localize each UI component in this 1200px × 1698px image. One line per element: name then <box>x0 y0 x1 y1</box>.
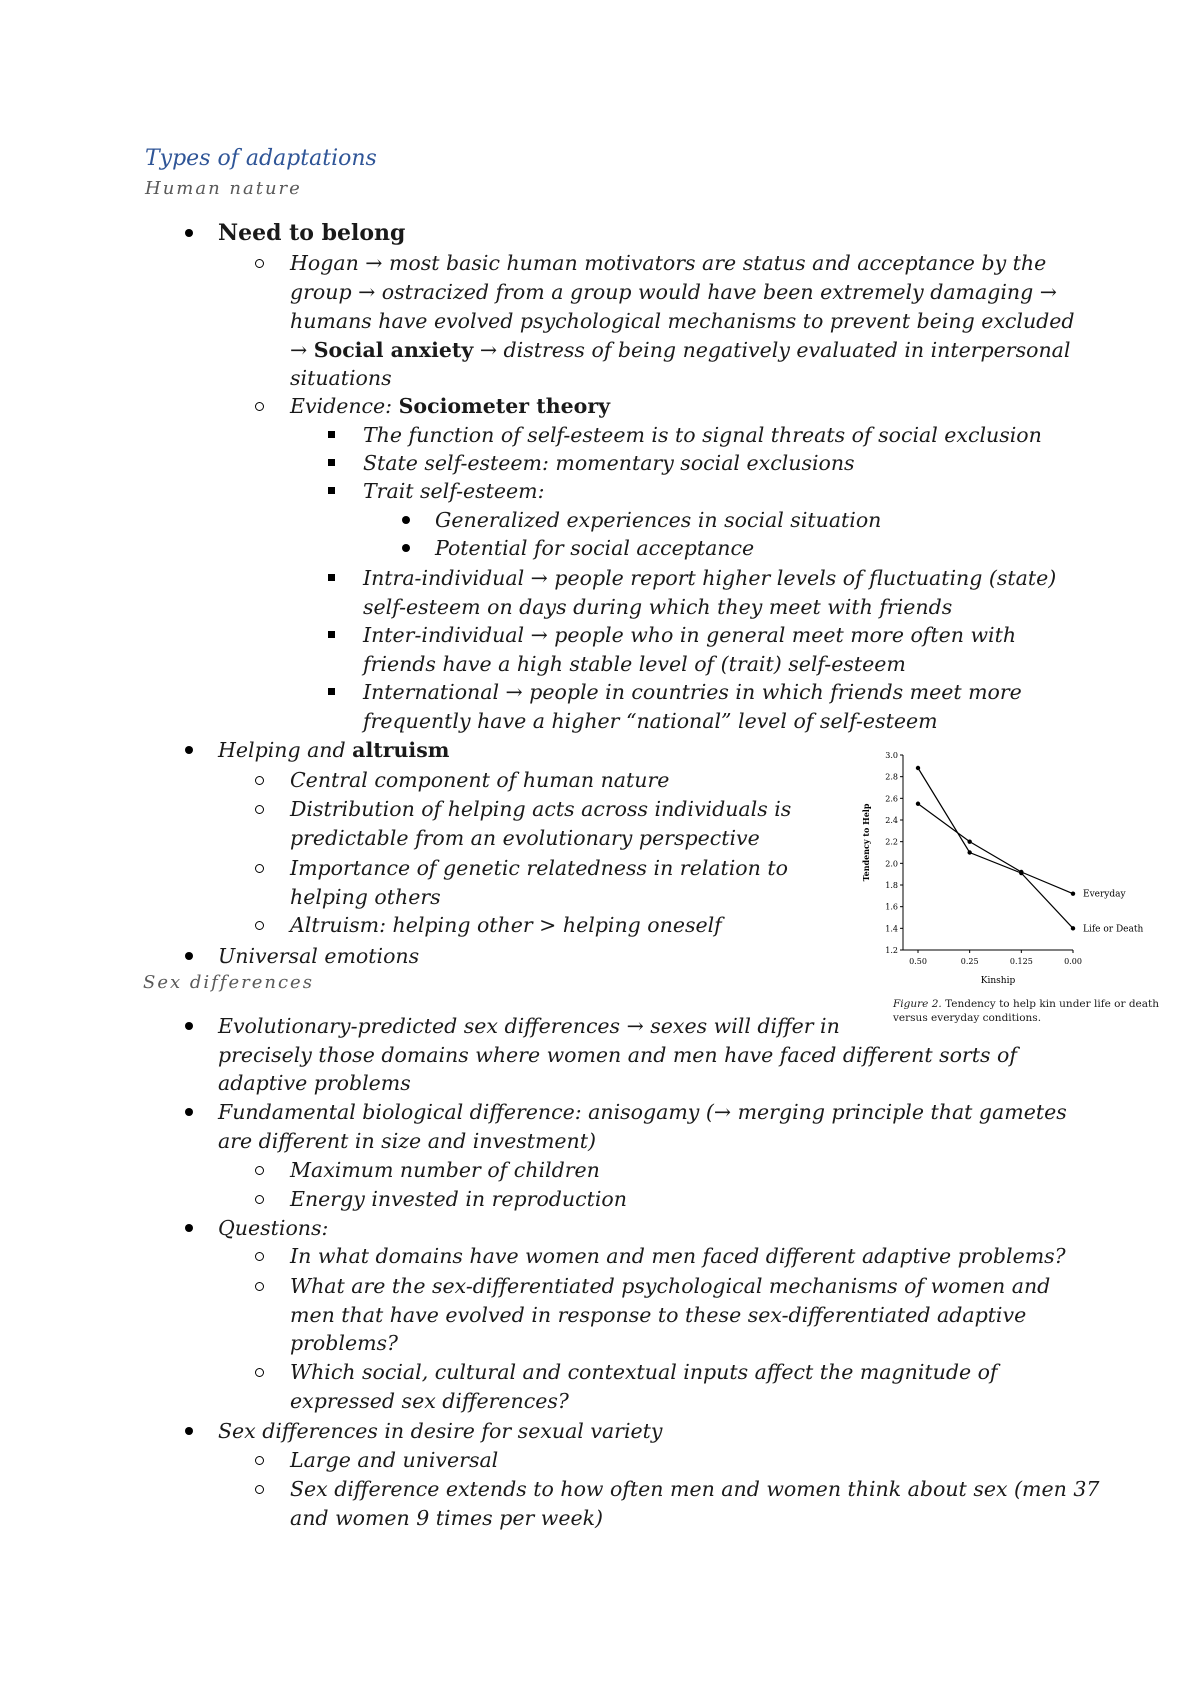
y-tick-label: 3.0 <box>885 751 898 760</box>
evidence-line <box>290 392 610 420</box>
x-axis-label: Kinship <box>980 976 1016 986</box>
bullet-circle <box>255 1195 264 1204</box>
helping-item-3a: Importance of genetic relatedness in relation to <box>290 856 788 880</box>
arrow: → <box>479 338 498 362</box>
kinship-chart <box>855 745 1175 1025</box>
hogan-line-3: humans have evolved psychological mechanisms to prevent being excluded <box>290 309 1075 333</box>
bullet-circle <box>255 259 264 268</box>
y-tick-label: 2.8 <box>885 772 898 782</box>
fundamental-sub-2: Energy invested in reproduction <box>290 1187 627 1211</box>
bullet-dot <box>402 544 410 552</box>
hogan-line-1: Hogan → most basic human motivators are status and acceptance by the <box>290 251 1047 275</box>
y-tick-label: 2.0 <box>885 859 898 869</box>
bullet-circle <box>255 1166 264 1175</box>
sociometer-item-1: The function of self-esteem is to signal threats of social exclusion <box>363 423 1042 447</box>
bullet-dot <box>185 746 193 754</box>
bullet-square <box>328 431 335 438</box>
bullet-dot <box>402 516 410 524</box>
sociometer-item-3: Trait self-esteem: <box>363 479 545 503</box>
trait-item-2: Potential for social acceptance <box>435 536 755 560</box>
evo-line-3: adaptive problems <box>218 1071 411 1095</box>
levels-line-1: Intra-individual → people report higher levels of fluctuating (state) <box>363 566 1057 590</box>
evidence-label: Evidence: <box>290 394 393 418</box>
bullet-circle <box>255 776 264 785</box>
bullet-circle <box>255 402 264 411</box>
social-anxiety-term: Social anxiety <box>313 338 474 362</box>
helping-item-2a: Distribution of helping acts across individuals is <box>290 797 792 821</box>
bullet-circle <box>255 1368 264 1377</box>
bullet-circle <box>255 1252 264 1261</box>
chart-caption <box>893 997 1183 1025</box>
hogan-line-4 <box>290 336 1070 364</box>
y-tick-label: 2.4 <box>885 816 898 825</box>
variety-sub-2b: and women 9 times per week) <box>290 1506 604 1530</box>
helping-item-3b: helping others <box>290 885 441 909</box>
y-tick-label: 1.8 <box>885 881 898 890</box>
bullet-dot <box>185 1427 193 1435</box>
bullet-circle <box>255 921 264 930</box>
hogan-line-5: situations <box>290 366 392 390</box>
need-to-belong-title: Need to belong <box>218 220 406 246</box>
helping-title <box>218 736 449 764</box>
y-tick-label: 2.2 <box>885 837 898 847</box>
y-tick-label: 2.6 <box>885 794 898 804</box>
series-line-1 <box>918 768 1073 928</box>
bullet-square <box>328 459 335 466</box>
levels-line-5: International → people in countries in which friends meet more <box>363 680 1022 704</box>
data-point <box>916 766 920 770</box>
bullet-circle <box>255 864 264 873</box>
heading-types-of-adaptations: Types of adaptations <box>145 146 377 171</box>
y-tick-label: 1.6 <box>885 902 898 912</box>
levels-line-4: friends have a high stable level of (trait) self-esteem <box>363 652 906 676</box>
heading-human-nature: Human nature <box>145 178 302 199</box>
bullet-circle <box>255 1485 264 1494</box>
variety-sub-1: Large and universal <box>290 1448 499 1472</box>
series-label: Life or Death <box>1083 924 1144 935</box>
helping-title-plain: Helping and <box>218 738 346 762</box>
question-2c: problems? <box>290 1331 399 1355</box>
x-tick-label: 0.50 <box>909 957 927 966</box>
data-point <box>1071 891 1075 895</box>
bullet-square <box>328 487 335 494</box>
data-point <box>1071 926 1075 930</box>
variety-line: Sex differences in desire for sexual variety <box>218 1419 663 1443</box>
sociometer-item-2: State self-esteem: momentary social exclusions <box>363 451 855 475</box>
y-tick-label: 1.4 <box>885 924 898 934</box>
levels-line-6: frequently have a higher “national” level of self-esteem <box>363 709 938 733</box>
social-anxiety-def: distress of being negatively evaluated in interpersonal <box>503 338 1071 362</box>
y-axis-label: Tendency to Help <box>861 803 871 882</box>
bullet-square <box>328 688 335 695</box>
bullet-dot <box>185 952 193 960</box>
question-3b: expressed sex differences? <box>290 1389 569 1413</box>
evo-line-2: precisely those domains where women and men have faced different sorts of <box>218 1043 1017 1067</box>
caption-label: Figure 2. <box>893 998 942 1010</box>
arrow: → <box>290 338 308 362</box>
universal-emotions: Universal emotions <box>218 944 420 968</box>
series-label: Everyday <box>1083 889 1126 900</box>
helping-title-bold: altruism <box>352 738 450 762</box>
levels-line-3: Inter-individual → people who in general meet more often with <box>363 623 1017 647</box>
series-line-0 <box>918 804 1073 894</box>
bullet-circle <box>255 1456 264 1465</box>
fundamental-sub-1: Maximum number of children <box>290 1158 600 1182</box>
fundamental-line-1: Fundamental biological difference: anisogamy (→ merging principle that gametes <box>218 1100 1067 1124</box>
bullet-square <box>328 631 335 638</box>
trait-item-1: Generalized experiences in social situation <box>435 508 882 532</box>
y-tick-label: 1.2 <box>885 946 898 955</box>
bullet-dot <box>185 1108 193 1116</box>
caption-text: Tendency to help kin under life or death versus everyday conditions. <box>893 998 1159 1024</box>
question-2a: What are the sex-differentiated psychological mechanisms of women and <box>290 1274 1051 1298</box>
question-3a: Which social, cultural and contextual inputs affect the magnitude of <box>290 1360 998 1384</box>
helping-item-2b: predictable from an evolutionary perspective <box>290 826 760 850</box>
questions-label: Questions: <box>218 1216 329 1240</box>
bullet-dot <box>185 1224 193 1232</box>
chart-svg <box>855 745 1175 995</box>
variety-sub-2a: Sex difference extends to how often men and women think about sex (men 37 <box>290 1477 1100 1501</box>
x-tick-label: 0.125 <box>1009 957 1033 966</box>
x-tick-label: 0.00 <box>1064 957 1082 966</box>
fundamental-line-2: are different in size and investment) <box>218 1129 596 1153</box>
data-point <box>916 802 920 806</box>
bullet-square <box>328 574 335 581</box>
hogan-line-2: group → ostracized from a group would have been extremely damaging → <box>290 280 1057 304</box>
heading-sex-differences: Sex differences <box>143 972 314 993</box>
bullet-circle <box>255 805 264 814</box>
bullet-dot <box>185 1022 193 1030</box>
helping-item-1: Central component of human nature <box>290 768 670 792</box>
evo-line-1: Evolutionary-predicted sex differences → sexes will differ in <box>218 1014 840 1038</box>
question-2b: men that have evolved in response to these sex-differentiated adaptive <box>290 1303 1027 1327</box>
question-1: In what domains have women and men faced different adaptive problems? <box>290 1244 1066 1268</box>
levels-line-2: self-esteem on days during which they meet with friends <box>363 595 953 619</box>
data-point <box>967 850 971 854</box>
x-tick-label: 0.25 <box>960 957 979 966</box>
bullet-dot <box>185 229 193 237</box>
data-point <box>967 839 971 843</box>
data-point <box>1019 871 1023 875</box>
bullet-circle <box>255 1282 264 1291</box>
sociometer-term: Sociometer theory <box>398 394 611 418</box>
helping-item-4: Altruism: helping other > helping oneself <box>290 913 722 937</box>
